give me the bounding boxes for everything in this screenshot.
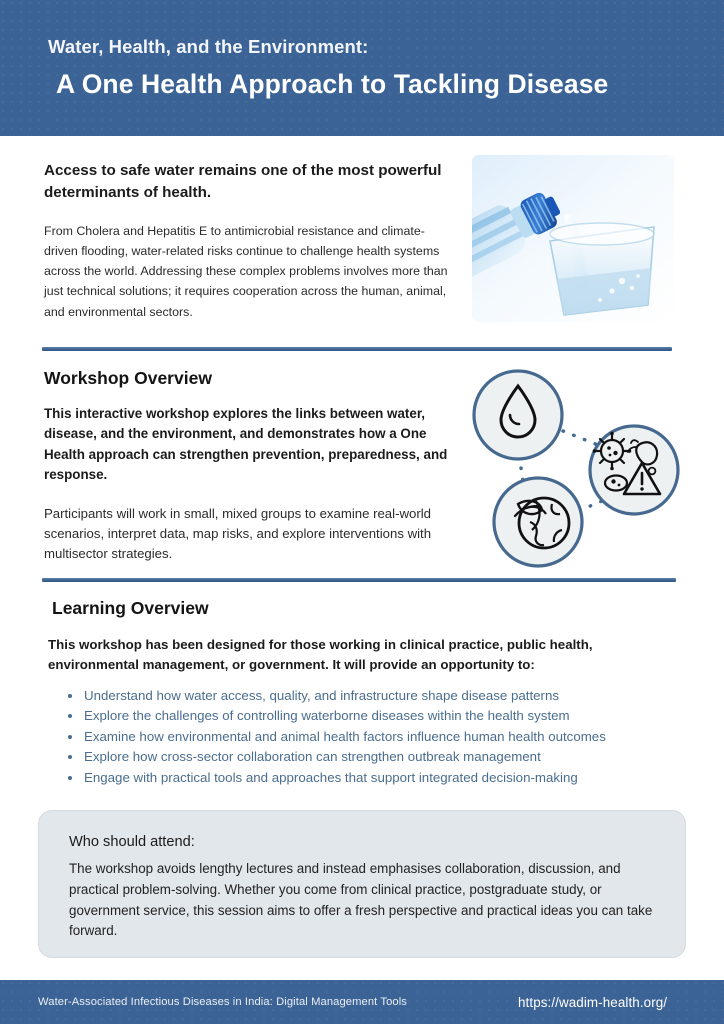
water-droplet-node	[474, 371, 562, 459]
triad-svg	[466, 358, 686, 570]
who-should-attend-box	[38, 810, 686, 958]
intro-lead-text: Access to safe water remains one of the most powerful determinants of health.	[44, 162, 442, 201]
page-title: A One Health Approach to Tackling Disease	[56, 69, 609, 100]
globe-leaf-node	[494, 478, 582, 566]
page-header	[0, 0, 724, 136]
list-item: Explore how cross-sector collaboration can strengthen outbreak management	[66, 747, 682, 767]
learning-objectives-list	[66, 686, 682, 788]
workshop-body-paragraph: Participants will work in small, mixed groups to examine real-world scenarios, interpret data, map risks, and explore interventions with multisector strategies.	[44, 505, 432, 561]
pathogen-hazard-node	[590, 426, 678, 514]
water-pour-illustration	[472, 155, 674, 322]
workshop-overview-heading: Workshop Overview	[44, 368, 212, 388]
intro-section	[44, 160, 456, 322]
section-divider-workshop	[42, 347, 672, 351]
list-item: Examine how environmental and animal health factors influence human health outcomes	[66, 727, 682, 747]
section-divider-learning	[42, 578, 676, 582]
learning-overview-heading: Learning Overview	[52, 598, 209, 618]
one-health-triad-diagram	[466, 358, 686, 570]
page-footer	[0, 980, 724, 1024]
header-eyebrow: Water, Health, and the Environment:	[48, 36, 369, 57]
intro-body-text: From Cholera and Hepatitis E to antimicrobial resistance and climate-driven flooding, water-related risks continue to challenge health systems across the world. Addressing these complex problems involves more than just technical solutions; it requires cooperation across the human, animal, and environmental sectors.	[44, 224, 448, 319]
footer-project-name: Water-Associated Infectious Diseases in India: Digital Management Tools	[38, 996, 408, 1008]
who-should-attend-heading: Who should attend:	[69, 834, 195, 850]
who-should-attend-body: The workshop avoids lengthy lectures and instead emphasises collaboration, discussion, and practical problem-solving. Whether you come from clinical practice, postgraduate study, or government service, this session aims to offer a fresh perspective and practical ideas you can take forward.	[69, 860, 653, 939]
workshop-bold-paragraph: This interactive workshop explores the links between water, disease, and the environment, and demonstrates how a One Health approach can strengthen prevention, preparedness, and response.	[44, 406, 448, 483]
learning-overview-section	[48, 598, 682, 788]
learning-intro-text: This workshop has been designed for those working in clinical practice, public health, environmental management, or government. It will provide an opportunity to:	[48, 637, 593, 672]
list-item: Engage with practical tools and approaches that support integrated decision-making	[66, 768, 682, 788]
workshop-overview-section	[44, 368, 454, 564]
list-item: Understand how water access, quality, and infrastructure shape disease patterns	[66, 686, 682, 706]
footer-url[interactable]: https://wadim-health.org/	[518, 994, 668, 1010]
water-pour-photo	[472, 155, 674, 322]
list-item: Explore the challenges of controlling waterborne diseases within the health system	[66, 706, 682, 726]
